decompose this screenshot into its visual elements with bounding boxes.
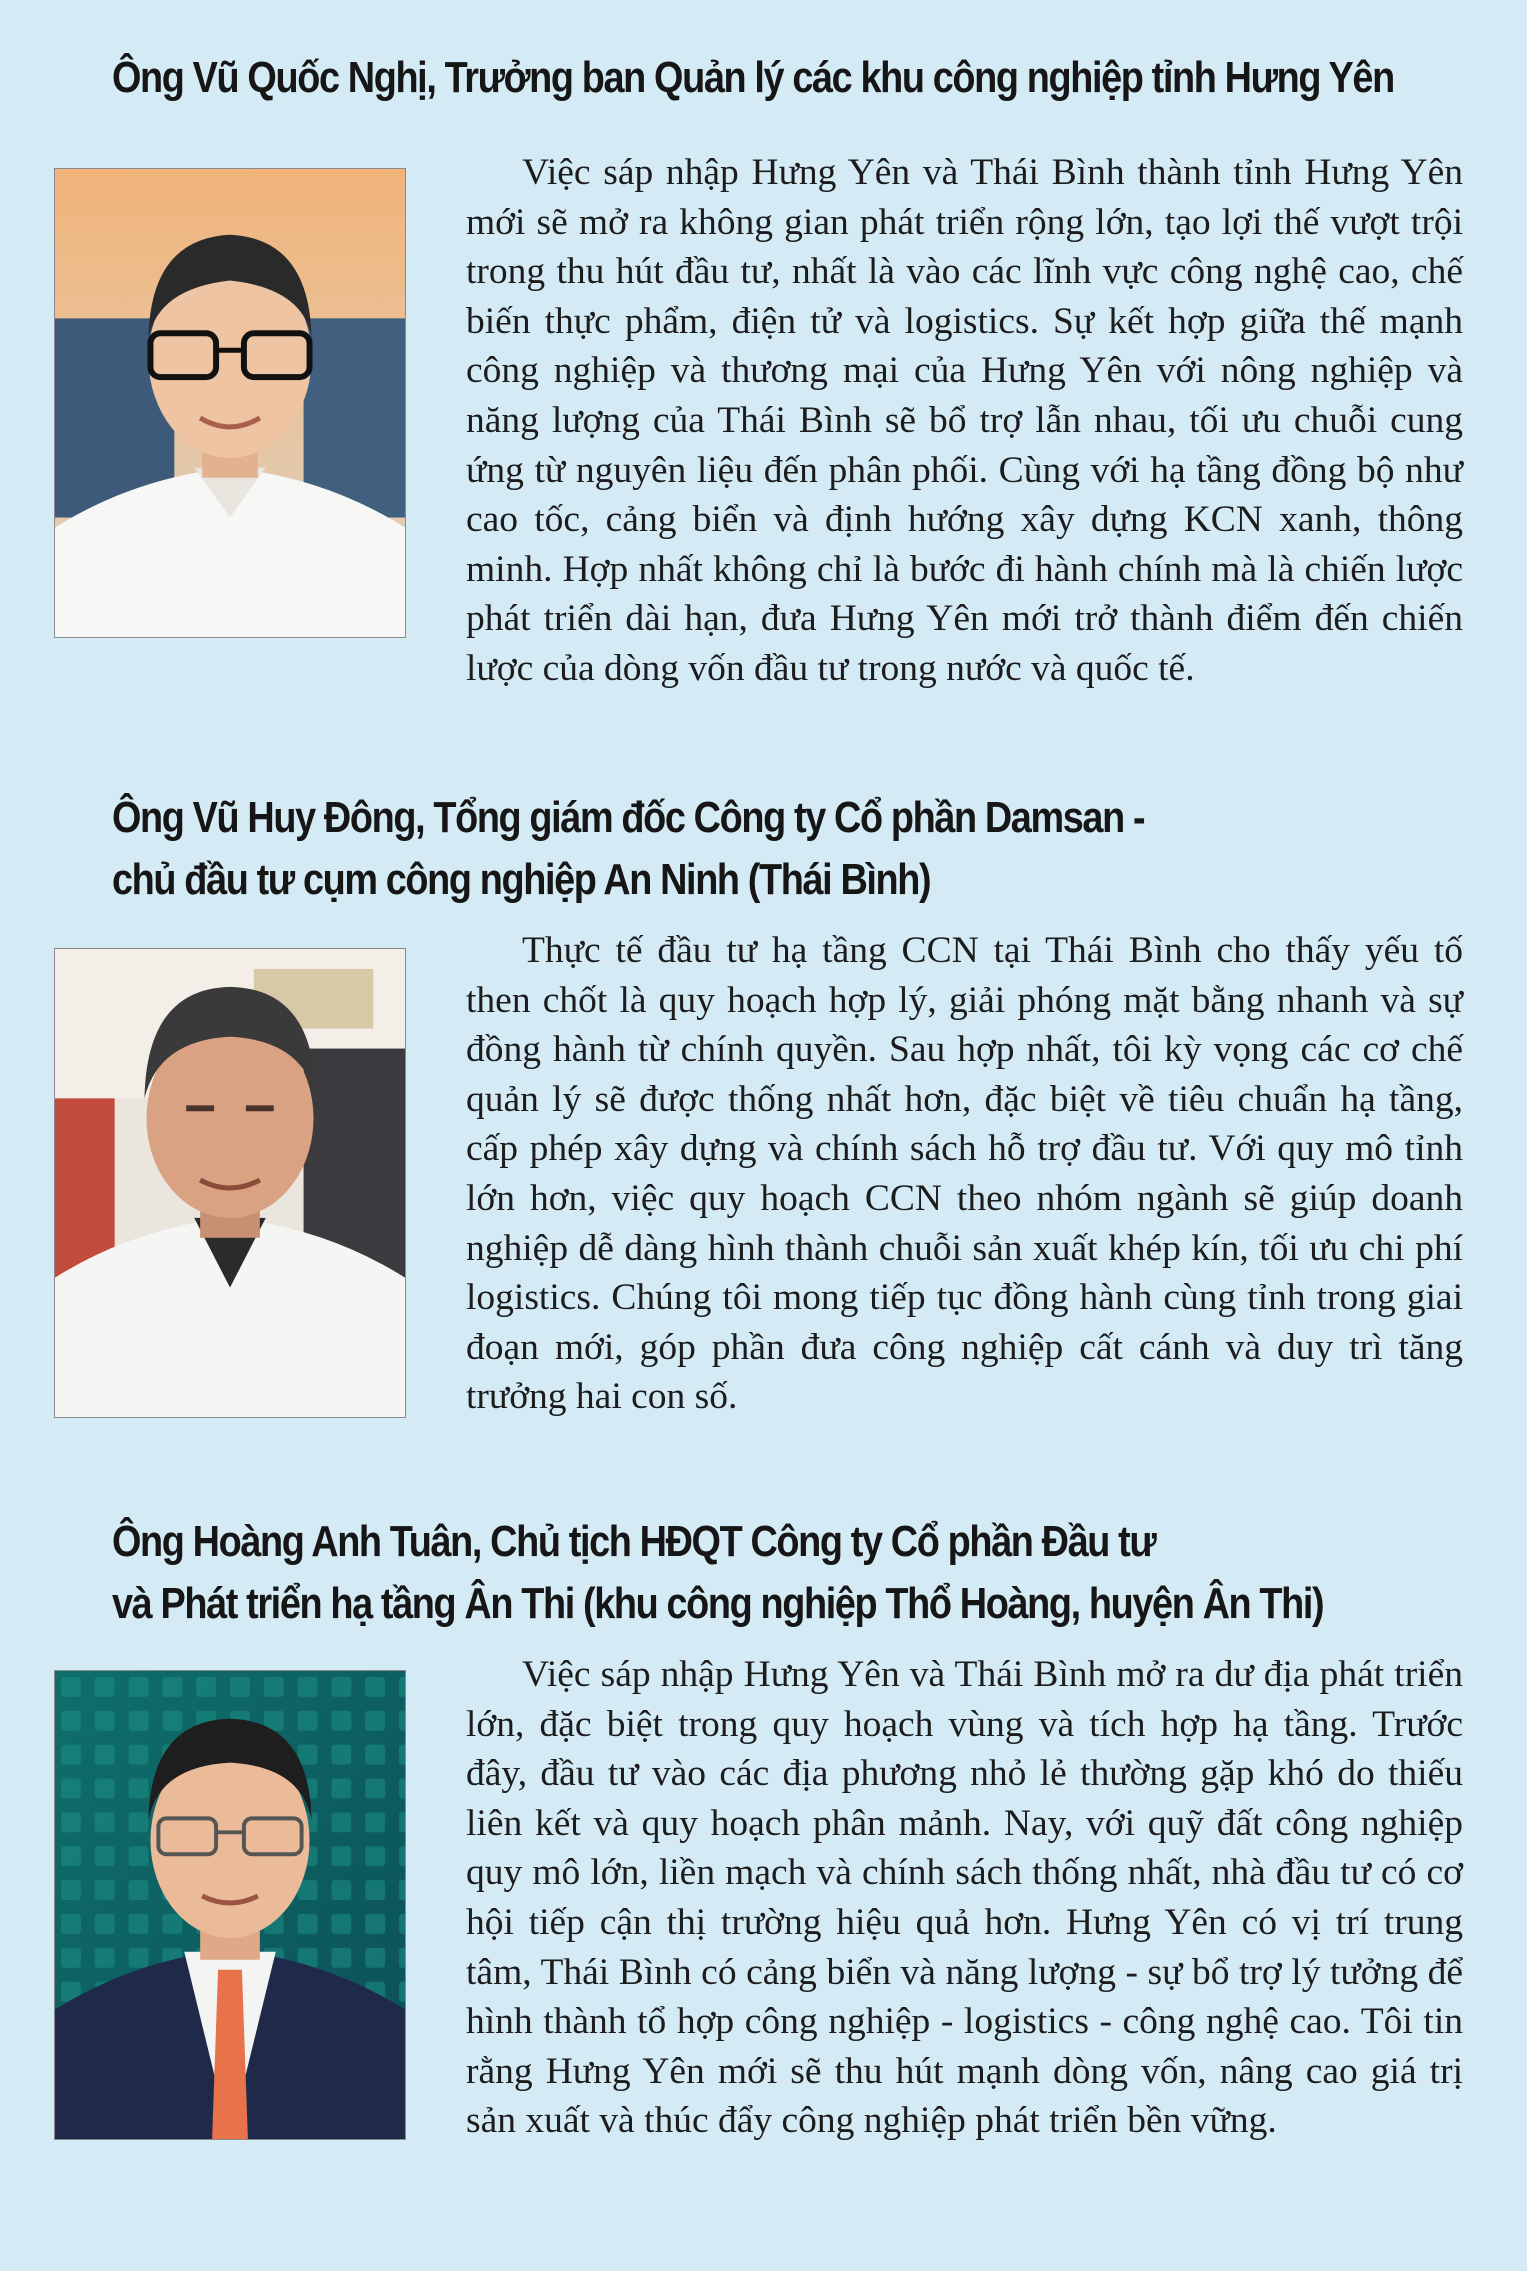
quote-text: Việc sáp nhập Hưng Yên và Thái Bình thành tỉnh Hưng Yên mới sẽ mở ra không gian phát triển rộng lớn, tạo lợi thế vượt trội trong thu hút đầu tư, nhất là vào các lĩnh vực công nghệ cao, chế biến thực phẩm, điện tử và logistics. Sự kết hợp giữa thế mạnh công nghiệp và thương mại của Hưng Yên với nông nghiệp và năng lượng của Thái Bình sẽ bổ trợ lẫn nhau, tối ưu chuỗi cung ứng từ nguyên liệu đến phân phối. Cùng với hạ tầng đồng bộ như cao tốc, cảng biển và định hướng xây dựng KCN xanh, thông minh. Hợp nhất không chỉ là bước đi hành chính mà là chiến lược phát triển dài hạn, đưa Hưng Yên mới trở thành điểm đến chiến lược của dòng vốn đầu tư trong nước và quốc tế. bbox=[466, 152, 1463, 689]
section-heading-line-1: Ông Vũ Huy Đông, Tổng giám đốc Công ty Cổ phần Damsan - bbox=[112, 793, 1145, 842]
quote-text: Thực tế đầu tư hạ tầng CCN tại Thái Bình cho thấy yếu tố then chốt là quy hoạch hợp lý, giải phóng mặt bằng nhanh và sự đồng hành từ chính quyền. Sau hợp nhất, tôi kỳ vọng các cơ chế quản lý sẽ được thống nhất hơn, đặc biệt về tiêu chuẩn hạ tầng, cấp phép xây dựng và chính sách hỗ trợ đầu tư. Với quy mô tỉnh lớn hơn, việc quy hoạch CCN theo nhóm ngành sẽ giúp doanh nghiệp dễ dàng hình thành chuỗi sản xuất khép kín, tối ưu chi phí logistics. Chúng tôi mong tiếp tục đồng hành cùng tỉnh trong giai đoạn mới, góp phần đưa công nghiệp cất cánh và duy trì tăng trưởng hai con số. bbox=[466, 930, 1463, 1418]
quote-text: Việc sáp nhập Hưng Yên và Thái Bình mở ra dư địa phát triển lớn, đặc biệt trong quy hoạch vùng và tích hợp hạ tầng. Trước đây, đầu tư vào các địa phương nhỏ lẻ thường gặp khó do thiếu liên kết và quy hoạch phân mảnh. Nay, với quỹ đất công nghiệp quy mô lớn, liền mạch và chính sách thống nhất, nhà đầu tư có cơ hội tiếp cận thị trường hiệu quả hơn. Hưng Yên có vị trí trung tâm, Thái Bình có cảng biển và năng lượng - sự bổ trợ lý tưởng để hình thành tổ hợp công nghiệp - logistics - công nghệ cao. Tôi tin rằng Hưng Yên mới sẽ thu hút mạnh dòng vốn, nâng cao giá trị sản xuất và thúc đẩy công nghiệp phát triển bền vững. bbox=[466, 1654, 1463, 2142]
section-heading: Ông Vũ Quốc Nghị, Trưởng ban Quản lý các khu công nghiệp tỉnh Hưng Yên bbox=[112, 53, 1394, 102]
section-heading-line-2: chủ đầu tư cụm công nghiệp An Ninh (Thái Bình) bbox=[112, 855, 931, 904]
section-heading-line-1: Ông Hoàng Anh Tuân, Chủ tịch HĐQT Công ty Cổ phần Đầu tư bbox=[112, 1517, 1156, 1566]
section-heading-line-2: và Phát triển hạ tầng Ân Thi (khu công nghiệp Thổ Hoàng, huyện Ân Thi) bbox=[112, 1579, 1324, 1628]
